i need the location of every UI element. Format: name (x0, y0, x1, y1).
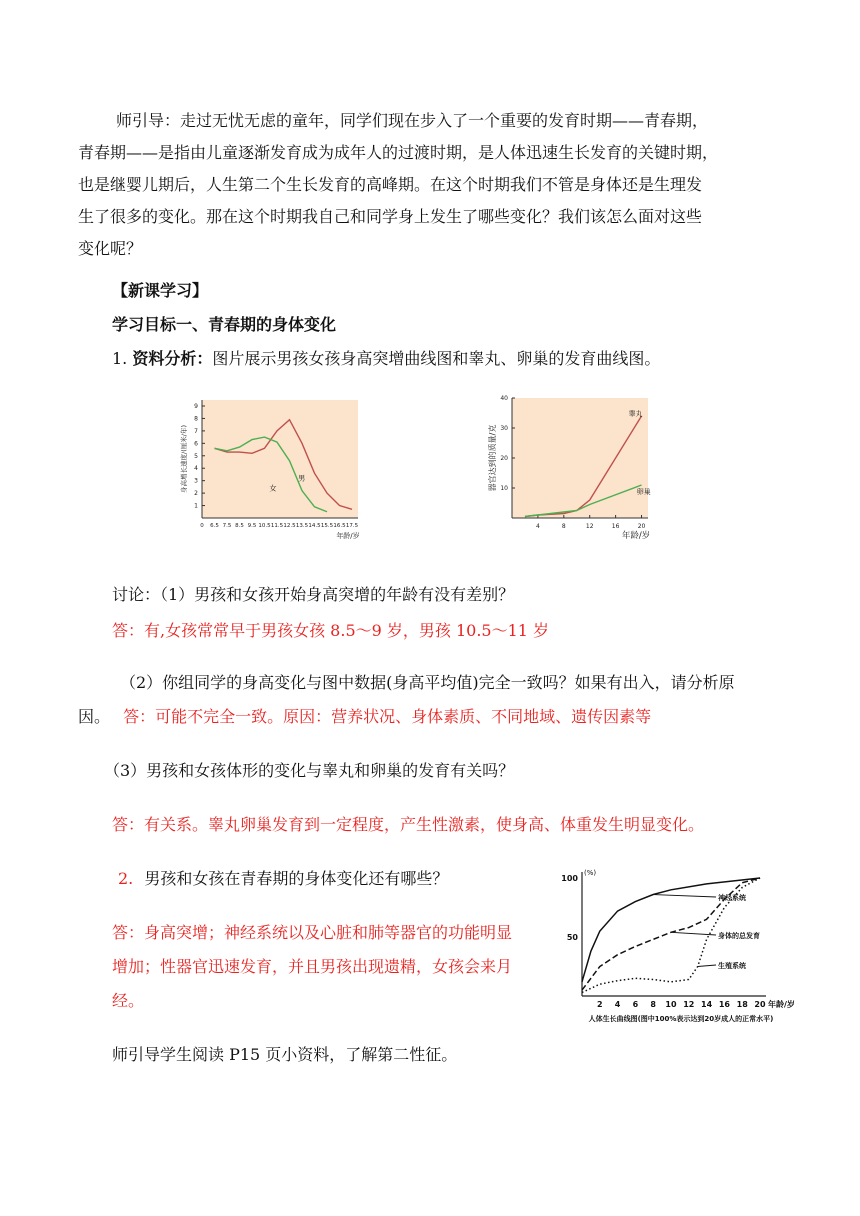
x-tick-label: 8.5 (235, 523, 244, 529)
series-label-1: 身体的总发育 (718, 932, 760, 940)
x-tick-label: 4 (535, 523, 540, 530)
closing-text: 师引导学生阅读 P15 页小资料，了解第二性征。 (112, 1045, 458, 1064)
series-label-testis: 睾丸 (628, 410, 643, 418)
x-tick-label: 9.5 (247, 523, 257, 529)
growth-curve-chart (550, 864, 795, 1038)
x-tick-label: 8 (561, 523, 566, 530)
x-axis-label: 年龄/岁 (336, 532, 360, 540)
item1 (112, 348, 660, 370)
series-label-2: 生殖系统 (718, 962, 746, 970)
intro-line-4: 生了很多的变化。那在这个时期我自己和同学身上发生了哪些变化？我们该怎么面对这些 (78, 207, 703, 226)
item1-text: 图片展示男孩女孩身高突增曲线图和睾丸、卵巢的发育曲线图。 (212, 349, 661, 368)
x-tick-label: 11.5 (270, 523, 284, 529)
y-tick-label: 30 (500, 425, 508, 432)
height-growth-svg (178, 388, 378, 548)
chart-caption: 人体生长曲线图(图中100%表示达到20岁成人的正常水平) (588, 1015, 774, 1023)
item2-answer-line1: 答：身高突增；神经系统以及心脏和肺等器官的功能明显 (112, 923, 513, 942)
series-label-0: 神经系统 (718, 894, 746, 902)
discussion-a1: 答：有,女孩常常早于男孩女孩 8.5～9 岁，男孩 10.5～11 岁 (112, 621, 550, 640)
discussion-q3: （3）男孩和女孩体形的变化与睾丸和卵巢的发育有关吗？ (104, 761, 515, 780)
y-tick-label: 4 (194, 465, 198, 473)
item1-number: 1. (112, 349, 128, 368)
discussion-a2: 答：可能不完全一致。原因：营养状况、身体素质、不同地域、遗传因素等 (123, 707, 652, 726)
discussion-a3: 答：有关系。睾丸卵巢发育到一定程度，产生性激素，使身高、体重发生明显变化。 (112, 815, 705, 834)
y-tick-label: 3 (194, 477, 198, 485)
objective-title: 学习目标一、青春期的身体变化 (112, 315, 337, 334)
gonad-svg (484, 388, 684, 548)
x-tick-label: 10 (665, 1000, 677, 1009)
intro-line-2: 青春期——是指由儿童逐渐发育成为成年人的过渡时期，是人体迅速生长发育的关键时期， (78, 143, 719, 162)
height-growth-chart (178, 388, 378, 552)
y-tick-label: 5 (194, 452, 198, 460)
y-axis-label: 器官达到的质量/克 (488, 424, 497, 492)
y-axis-label: (%) (584, 869, 597, 877)
series-label-girl: 女 (269, 484, 277, 493)
y-tick-label: 6 (194, 440, 198, 448)
y-tick-label: 2 (194, 490, 198, 498)
x-tick-label: 6.5 (210, 523, 219, 529)
x-tick-label: 15.5 (320, 523, 334, 529)
x-tick-label: 7.5 (222, 523, 232, 529)
y-tick-label: 50 (566, 933, 578, 942)
y-tick-label: 1 (194, 502, 198, 510)
item1-label: 资料分析： (132, 349, 213, 368)
y-tick-label: 10 (500, 485, 508, 492)
series-label-boy: 男 (298, 474, 306, 483)
x-axis-label: 年龄/岁 (768, 1000, 795, 1009)
x-tick-label: 20 (637, 523, 646, 530)
intro-line-5: 变化呢？ (78, 239, 143, 258)
discussion-q2-tail: 因。 (78, 707, 111, 726)
item2-text: 男孩和女孩在青春期的身体变化还有哪些？ (144, 869, 449, 888)
x-axis-label: 年龄/岁 (621, 531, 651, 541)
x-tick-label: 14 (701, 1000, 713, 1009)
series-label-ovary: 卵巢 (636, 488, 651, 496)
y-tick-label: 7 (194, 427, 198, 435)
x-tick-label: 12.5 (283, 523, 296, 529)
discussion-q2-line1: （2）你组同学的身高变化与图中数据(身高平均值)完全一致吗？如果有出入，请分析原 (120, 673, 735, 692)
gonad-chart (484, 388, 684, 552)
x-tick-label: 10.5 (258, 523, 271, 529)
item2-answer-line3: 经。 (112, 991, 145, 1010)
discussion-q1: 讨论：（1）男孩和女孩开始身高突增的年龄有没有差别？ (112, 585, 515, 604)
item2 (118, 868, 448, 890)
y-tick-label: 8 (194, 415, 198, 423)
x-tick-label: 14.5 (308, 523, 321, 529)
x-tick-label: 6 (632, 1000, 639, 1009)
section-title: 【新课学习】 (112, 281, 209, 300)
intro-line-3: 也是继婴儿期后，人生第二个生长发育的高峰期。在这个时期我们不管是身体还是生理发 (78, 175, 703, 194)
growth-curve-svg (550, 864, 795, 1034)
x-tick-label: 12 (585, 523, 594, 530)
leader-line-0 (653, 895, 716, 897)
y-tick-label: 9 (194, 403, 198, 410)
x-tick-label: 2 (597, 1000, 603, 1009)
y-tick-label: 20 (500, 455, 508, 462)
y-tick-label: 40 (500, 395, 508, 402)
discussion-q2-line2 (78, 706, 651, 728)
x-tick-label: 16 (718, 1000, 730, 1009)
intro-line-1: 师引导：走过无忧无虑的童年，同学们现在步入了一个重要的发育时期——青春期， (116, 111, 709, 130)
x-tick-label: 20 (754, 1000, 766, 1009)
x-tick-label: 0 (200, 523, 204, 529)
x-tick-label: 16.5 (333, 523, 346, 529)
item2-answer-line2: 增加；性器官迅速发育，并且男孩出现遗精，女孩会来月 (112, 957, 513, 976)
item2-number: 2. (118, 869, 134, 888)
x-tick-label: 12 (683, 1000, 695, 1009)
x-tick-label: 8 (650, 1000, 656, 1009)
x-tick-label: 17.5 (345, 523, 359, 529)
x-tick-label: 16 (611, 523, 620, 530)
x-tick-label: 4 (614, 1000, 621, 1009)
x-tick-label: 18 (736, 1000, 748, 1009)
x-tick-label: 13.5 (295, 523, 309, 529)
y-axis-label: 身高增长速度/(厘米/年) (180, 425, 188, 493)
leader-line-2 (698, 965, 716, 967)
y-tick-label: 100 (561, 874, 578, 883)
